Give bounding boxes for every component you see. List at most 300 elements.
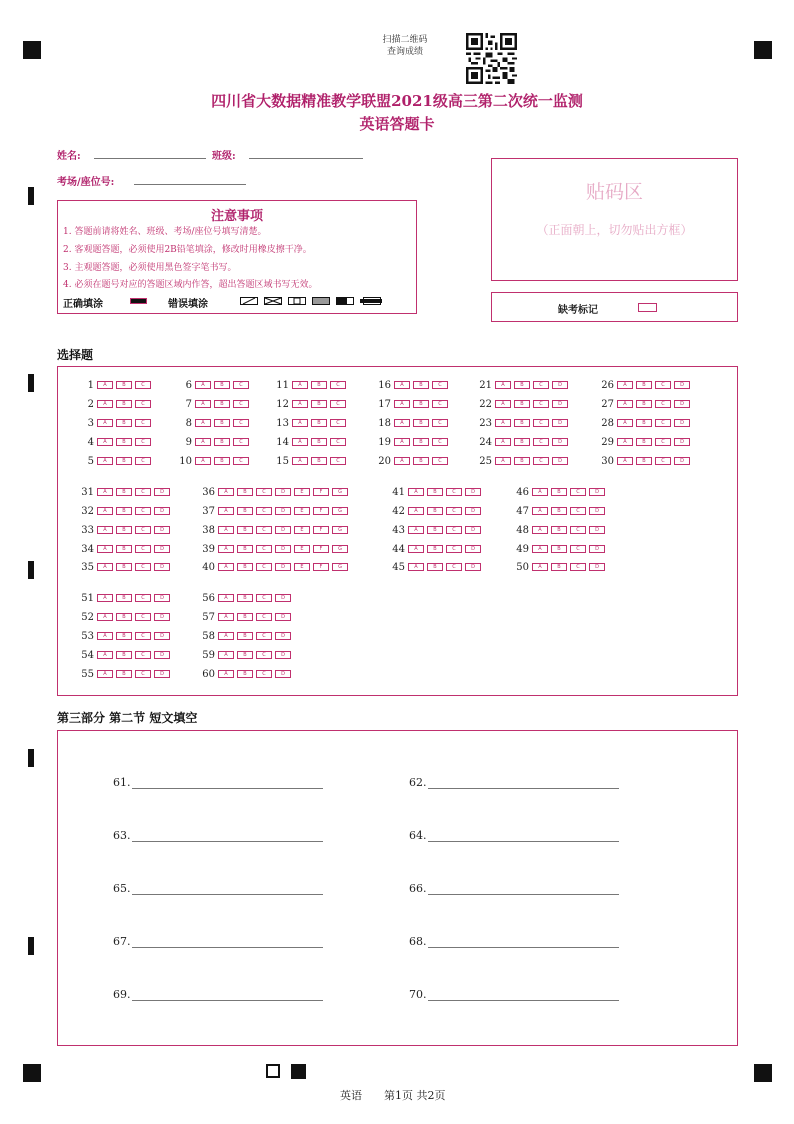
fill-blank-number: 63. bbox=[113, 829, 131, 842]
answer-option-bubble[interactable]: F bbox=[313, 563, 329, 571]
answer-option-bubble[interactable]: D bbox=[275, 594, 291, 602]
fill-blank-line[interactable] bbox=[132, 829, 323, 842]
answer-option-bubble[interactable]: F bbox=[313, 526, 329, 534]
answer-option-bubble[interactable]: A bbox=[532, 526, 548, 534]
answer-option-bubble[interactable]: A bbox=[195, 419, 211, 427]
answer-option-bubble[interactable]: D bbox=[589, 488, 605, 496]
answer-option-bubble[interactable]: C bbox=[330, 400, 346, 408]
absent-mark-checkbox[interactable] bbox=[638, 303, 657, 312]
answer-option-bubble[interactable]: C bbox=[135, 507, 151, 515]
answer-option-bubble[interactable]: B bbox=[116, 488, 132, 496]
answer-option-bubble[interactable]: C bbox=[135, 651, 151, 659]
question-number: 7 bbox=[185, 398, 192, 410]
answer-option-bubble[interactable]: F bbox=[313, 488, 329, 496]
answer-option-bubble[interactable]: B bbox=[427, 488, 443, 496]
answer-option-bubble[interactable]: D bbox=[589, 526, 605, 534]
answer-option-bubble[interactable]: B bbox=[514, 419, 530, 427]
question-row bbox=[273, 398, 349, 410]
name-field[interactable] bbox=[94, 157, 206, 159]
question-number: 55 bbox=[81, 668, 94, 680]
answer-option-bubble[interactable]: B bbox=[237, 613, 253, 621]
answer-option-bubble[interactable]: B bbox=[214, 400, 230, 408]
fill-blank-row bbox=[113, 935, 323, 948]
question-number: 34 bbox=[81, 543, 94, 555]
answer-option-bubble[interactable]: C bbox=[233, 381, 249, 389]
fill-blank-row bbox=[409, 882, 619, 895]
answer-option-bubble[interactable]: C bbox=[432, 438, 448, 446]
answer-option-bubble[interactable]: C bbox=[135, 457, 151, 465]
answer-option-bubble[interactable]: A bbox=[408, 545, 424, 553]
answer-option-bubble[interactable]: A bbox=[532, 488, 548, 496]
answer-option-bubble[interactable]: A bbox=[532, 563, 548, 571]
answer-option-bubble[interactable]: A bbox=[532, 545, 548, 553]
fill-blank-number: 68. bbox=[409, 935, 427, 948]
answer-option-bubble[interactable]: A bbox=[97, 438, 113, 446]
answer-option-bubble[interactable]: A bbox=[97, 545, 113, 553]
answer-option-bubble[interactable]: D bbox=[465, 563, 481, 571]
answer-option-bubble[interactable]: A bbox=[97, 507, 113, 515]
answer-option-bubble[interactable]: B bbox=[116, 507, 132, 515]
fill-blank-line[interactable] bbox=[428, 829, 619, 842]
answer-option-bubble[interactable]: A bbox=[195, 400, 211, 408]
answer-option-bubble[interactable]: B bbox=[551, 526, 567, 534]
answer-option-bubble[interactable]: B bbox=[116, 457, 132, 465]
answer-option-bubble[interactable]: C bbox=[135, 670, 151, 678]
question-row bbox=[273, 379, 349, 391]
answer-option-bubble[interactable]: D bbox=[465, 526, 481, 534]
answer-option-bubble[interactable]: C bbox=[655, 419, 671, 427]
answer-option-bubble[interactable]: C bbox=[570, 488, 586, 496]
answer-option-bubble[interactable]: A bbox=[218, 670, 234, 678]
answer-option-bubble[interactable]: B bbox=[551, 507, 567, 515]
question-row bbox=[476, 379, 571, 391]
answer-option-bubble[interactable]: C bbox=[570, 507, 586, 515]
correct-fill-sample bbox=[130, 298, 147, 304]
fill-blank-line[interactable] bbox=[428, 988, 619, 1001]
answer-option-bubble[interactable]: C bbox=[330, 438, 346, 446]
notice-item: 1. 答题前请将姓名、班级、考场/座位号填写清楚。 bbox=[63, 227, 267, 237]
answer-option-bubble[interactable]: B bbox=[116, 419, 132, 427]
question-number: 28 bbox=[601, 417, 614, 429]
answer-option-bubble[interactable]: B bbox=[413, 457, 429, 465]
answer-option-bubble[interactable]: A bbox=[408, 526, 424, 534]
answer-option-bubble[interactable]: C bbox=[135, 488, 151, 496]
answer-option-bubble[interactable]: A bbox=[617, 457, 633, 465]
answer-option-bubble[interactable]: A bbox=[97, 526, 113, 534]
answer-option-bubble[interactable]: A bbox=[495, 400, 511, 408]
answer-option-bubble[interactable]: A bbox=[97, 651, 113, 659]
question-number: 12 bbox=[276, 398, 289, 410]
answer-option-bubble[interactable]: A bbox=[97, 594, 113, 602]
answer-option-bubble[interactable]: A bbox=[218, 613, 234, 621]
answer-option-bubble[interactable]: B bbox=[116, 670, 132, 678]
question-row bbox=[199, 668, 294, 680]
answer-option-bubble[interactable]: C bbox=[256, 507, 272, 515]
answer-option-bubble[interactable]: A bbox=[617, 400, 633, 408]
answer-option-bubble[interactable]: B bbox=[214, 381, 230, 389]
answer-option-bubble[interactable]: A bbox=[408, 507, 424, 515]
answer-option-bubble[interactable]: A bbox=[617, 381, 633, 389]
fill-blank-line[interactable] bbox=[428, 776, 619, 789]
answer-option-bubble[interactable]: C bbox=[135, 381, 151, 389]
answer-option-bubble[interactable]: G bbox=[332, 526, 348, 534]
answer-option-bubble[interactable]: C bbox=[533, 438, 549, 446]
answer-option-bubble[interactable]: C bbox=[256, 563, 272, 571]
answer-option-bubble[interactable]: A bbox=[97, 457, 113, 465]
fill-blank-row bbox=[409, 988, 619, 1001]
question-row bbox=[389, 543, 484, 555]
answer-option-bubble[interactable]: D bbox=[154, 488, 170, 496]
answer-option-bubble[interactable]: B bbox=[237, 632, 253, 640]
answer-option-bubble[interactable]: C bbox=[233, 438, 249, 446]
answer-option-bubble[interactable]: C bbox=[330, 419, 346, 427]
question-row bbox=[78, 436, 154, 448]
answer-option-bubble[interactable]: C bbox=[135, 632, 151, 640]
answer-option-bubble[interactable]: A bbox=[617, 419, 633, 427]
answer-option-bubble[interactable]: B bbox=[116, 651, 132, 659]
answer-option-bubble[interactable]: C bbox=[135, 594, 151, 602]
answer-option-bubble[interactable]: D bbox=[589, 545, 605, 553]
question-number: 21 bbox=[479, 379, 492, 391]
answer-option-bubble[interactable]: B bbox=[237, 545, 253, 553]
answer-option-bubble[interactable]: D bbox=[552, 419, 568, 427]
answer-option-bubble[interactable]: C bbox=[256, 632, 272, 640]
answer-option-bubble[interactable]: B bbox=[427, 563, 443, 571]
answer-option-bubble[interactable]: C bbox=[533, 419, 549, 427]
answer-option-bubble[interactable]: C bbox=[570, 563, 586, 571]
fill-blank-line[interactable] bbox=[132, 988, 323, 1001]
answer-option-bubble[interactable]: A bbox=[292, 457, 308, 465]
answer-option-bubble[interactable]: B bbox=[214, 438, 230, 446]
answer-option-bubble[interactable]: D bbox=[275, 507, 291, 515]
answer-option-bubble[interactable]: B bbox=[116, 400, 132, 408]
answer-option-bubble[interactable]: A bbox=[495, 419, 511, 427]
fill-blank-line[interactable] bbox=[132, 882, 323, 895]
answer-option-bubble[interactable]: C bbox=[256, 613, 272, 621]
answer-option-bubble[interactable]: B bbox=[427, 526, 443, 534]
answer-option-bubble[interactable]: A bbox=[495, 457, 511, 465]
answer-option-bubble[interactable]: C bbox=[135, 438, 151, 446]
answer-option-bubble[interactable]: B bbox=[514, 438, 530, 446]
answer-option-bubble[interactable]: D bbox=[465, 545, 481, 553]
answer-option-bubble[interactable]: D bbox=[154, 670, 170, 678]
answer-option-bubble[interactable]: B bbox=[413, 438, 429, 446]
answer-option-bubble[interactable]: B bbox=[636, 400, 652, 408]
corner-marker-top-left bbox=[23, 41, 41, 59]
answer-option-bubble[interactable]: B bbox=[427, 507, 443, 515]
question-row bbox=[78, 649, 173, 661]
answer-option-bubble[interactable]: A bbox=[97, 381, 113, 389]
answer-option-bubble[interactable]: D bbox=[275, 670, 291, 678]
answer-option-bubble[interactable]: C bbox=[655, 457, 671, 465]
fill-blank-line[interactable] bbox=[428, 935, 619, 948]
question-row bbox=[199, 561, 351, 573]
answer-option-bubble[interactable]: C bbox=[330, 457, 346, 465]
answer-option-bubble[interactable]: C bbox=[446, 488, 462, 496]
answer-option-bubble[interactable]: C bbox=[135, 545, 151, 553]
question-number: 40 bbox=[202, 561, 215, 573]
question-number: 38 bbox=[202, 524, 215, 536]
answer-option-bubble[interactable]: B bbox=[636, 381, 652, 389]
answer-option-bubble[interactable]: B bbox=[427, 545, 443, 553]
question-number: 4 bbox=[87, 436, 94, 448]
answer-option-bubble[interactable]: A bbox=[408, 488, 424, 496]
answer-option-bubble[interactable]: C bbox=[570, 526, 586, 534]
answer-option-bubble[interactable]: A bbox=[292, 438, 308, 446]
answer-option-bubble[interactable]: D bbox=[465, 507, 481, 515]
answer-option-bubble[interactable]: F bbox=[313, 545, 329, 553]
answer-option-bubble[interactable]: A bbox=[495, 438, 511, 446]
answer-option-bubble[interactable]: C bbox=[533, 381, 549, 389]
answer-option-bubble[interactable]: B bbox=[116, 632, 132, 640]
answer-option-bubble[interactable]: A bbox=[195, 381, 211, 389]
barcode-area[interactable] bbox=[491, 158, 738, 281]
answer-option-bubble[interactable]: D bbox=[154, 632, 170, 640]
class-field[interactable] bbox=[249, 157, 363, 159]
answer-option-bubble[interactable]: D bbox=[154, 651, 170, 659]
question-number: 60 bbox=[202, 668, 215, 680]
answer-option-bubble[interactable]: C bbox=[256, 545, 272, 553]
answer-option-bubble[interactable]: D bbox=[154, 613, 170, 621]
question-row bbox=[513, 543, 608, 555]
answer-option-bubble[interactable]: D bbox=[589, 507, 605, 515]
answer-option-bubble[interactable]: E bbox=[294, 545, 310, 553]
answer-option-bubble[interactable]: B bbox=[311, 381, 327, 389]
fill-blank-line[interactable] bbox=[428, 882, 619, 895]
answer-option-bubble[interactable]: A bbox=[97, 419, 113, 427]
answer-option-bubble[interactable]: C bbox=[256, 526, 272, 534]
answer-option-bubble[interactable]: B bbox=[514, 400, 530, 408]
answer-option-bubble[interactable]: C bbox=[135, 563, 151, 571]
answer-option-bubble[interactable]: B bbox=[413, 400, 429, 408]
answer-option-bubble[interactable]: D bbox=[674, 400, 690, 408]
answer-option-bubble[interactable]: D bbox=[275, 526, 291, 534]
question-number: 36 bbox=[202, 486, 215, 498]
question-number: 49 bbox=[516, 543, 529, 555]
answer-option-bubble[interactable]: B bbox=[636, 438, 652, 446]
answer-option-bubble[interactable]: A bbox=[97, 488, 113, 496]
answer-option-bubble[interactable]: A bbox=[218, 632, 234, 640]
answer-option-bubble[interactable]: B bbox=[514, 381, 530, 389]
answer-option-bubble[interactable]: B bbox=[116, 438, 132, 446]
answer-option-bubble[interactable]: B bbox=[413, 381, 429, 389]
answer-option-bubble[interactable]: D bbox=[552, 438, 568, 446]
answer-option-bubble[interactable]: C bbox=[135, 419, 151, 427]
answer-option-bubble[interactable]: A bbox=[408, 563, 424, 571]
answer-option-bubble[interactable]: C bbox=[432, 381, 448, 389]
answer-option-bubble[interactable]: B bbox=[551, 563, 567, 571]
answer-option-bubble[interactable]: G bbox=[332, 545, 348, 553]
answer-option-bubble[interactable]: D bbox=[674, 419, 690, 427]
answer-option-bubble[interactable]: A bbox=[218, 526, 234, 534]
answer-option-bubble[interactable]: D bbox=[275, 651, 291, 659]
answer-option-bubble[interactable]: B bbox=[636, 457, 652, 465]
answer-option-bubble[interactable]: A bbox=[218, 594, 234, 602]
answer-option-bubble[interactable]: C bbox=[233, 419, 249, 427]
question-number: 15 bbox=[276, 455, 289, 467]
answer-option-bubble[interactable]: B bbox=[116, 594, 132, 602]
answer-option-bubble[interactable]: A bbox=[394, 438, 410, 446]
answer-option-bubble[interactable]: A bbox=[617, 438, 633, 446]
answer-option-bubble[interactable]: D bbox=[674, 457, 690, 465]
answer-option-bubble[interactable]: C bbox=[256, 488, 272, 496]
answer-option-bubble[interactable]: C bbox=[533, 457, 549, 465]
answer-option-bubble[interactable]: B bbox=[636, 419, 652, 427]
page-marker-solid bbox=[291, 1064, 306, 1079]
question-number: 2 bbox=[87, 398, 94, 410]
answer-option-bubble[interactable]: B bbox=[311, 438, 327, 446]
answer-option-bubble[interactable]: A bbox=[97, 613, 113, 621]
answer-option-bubble[interactable]: D bbox=[552, 381, 568, 389]
answer-option-bubble[interactable]: A bbox=[394, 457, 410, 465]
answer-option-bubble[interactable]: A bbox=[292, 381, 308, 389]
answer-option-bubble[interactable]: C bbox=[432, 419, 448, 427]
answer-option-bubble[interactable]: C bbox=[330, 381, 346, 389]
answer-option-bubble[interactable]: F bbox=[313, 507, 329, 515]
question-row bbox=[375, 398, 451, 410]
answer-option-bubble[interactable]: D bbox=[552, 457, 568, 465]
answer-option-bubble[interactable]: D bbox=[275, 563, 291, 571]
answer-option-bubble[interactable]: B bbox=[311, 400, 327, 408]
answer-option-bubble[interactable]: A bbox=[97, 400, 113, 408]
answer-option-bubble[interactable]: B bbox=[116, 526, 132, 534]
answer-option-bubble[interactable]: C bbox=[570, 545, 586, 553]
answer-option-bubble[interactable]: A bbox=[97, 670, 113, 678]
answer-option-bubble[interactable]: C bbox=[432, 457, 448, 465]
fill-blank-line[interactable] bbox=[132, 935, 323, 948]
page-subtitle: 英语答题卡 bbox=[359, 115, 435, 133]
answer-option-bubble[interactable]: D bbox=[275, 613, 291, 621]
answer-option-bubble[interactable]: B bbox=[237, 670, 253, 678]
answer-option-bubble[interactable]: B bbox=[116, 563, 132, 571]
qr-caption bbox=[360, 34, 450, 58]
answer-option-bubble[interactable]: A bbox=[292, 400, 308, 408]
answer-option-bubble[interactable]: B bbox=[237, 507, 253, 515]
question-number: 18 bbox=[378, 417, 391, 429]
answer-option-bubble[interactable]: A bbox=[218, 545, 234, 553]
answer-option-bubble[interactable]: E bbox=[294, 563, 310, 571]
answer-option-bubble[interactable]: A bbox=[195, 438, 211, 446]
answer-option-bubble[interactable]: C bbox=[233, 400, 249, 408]
answer-option-bubble[interactable]: B bbox=[116, 613, 132, 621]
answer-option-bubble[interactable]: D bbox=[154, 594, 170, 602]
answer-option-bubble[interactable]: D bbox=[154, 507, 170, 515]
answer-option-bubble[interactable]: C bbox=[233, 457, 249, 465]
answer-option-bubble[interactable]: C bbox=[655, 381, 671, 389]
answer-option-bubble[interactable]: A bbox=[97, 632, 113, 640]
qr-code-icon[interactable] bbox=[466, 33, 517, 84]
answer-option-bubble[interactable]: B bbox=[116, 381, 132, 389]
answer-option-bubble[interactable]: G bbox=[332, 488, 348, 496]
answer-option-bubble[interactable]: B bbox=[551, 545, 567, 553]
answer-option-bubble[interactable]: B bbox=[311, 457, 327, 465]
answer-option-bubble[interactable]: C bbox=[655, 438, 671, 446]
question-row bbox=[176, 398, 252, 410]
question-number: 41 bbox=[392, 486, 405, 498]
answer-option-bubble[interactable]: A bbox=[97, 563, 113, 571]
answer-option-bubble[interactable]: A bbox=[195, 457, 211, 465]
answer-option-bubble[interactable]: C bbox=[256, 594, 272, 602]
answer-option-bubble[interactable]: D bbox=[275, 632, 291, 640]
answer-option-bubble[interactable]: D bbox=[154, 526, 170, 534]
answer-option-bubble[interactable]: C bbox=[256, 670, 272, 678]
question-row bbox=[199, 486, 351, 498]
answer-option-bubble[interactable]: B bbox=[551, 488, 567, 496]
answer-option-bubble[interactable]: D bbox=[465, 488, 481, 496]
answer-option-bubble[interactable]: A bbox=[532, 507, 548, 515]
timing-mark bbox=[28, 561, 34, 579]
answer-option-bubble[interactable]: B bbox=[514, 457, 530, 465]
answer-option-bubble[interactable]: E bbox=[294, 488, 310, 496]
answer-option-bubble[interactable]: C bbox=[446, 507, 462, 515]
answer-option-bubble[interactable]: B bbox=[214, 419, 230, 427]
answer-option-bubble[interactable]: B bbox=[237, 488, 253, 496]
answer-option-bubble[interactable]: A bbox=[394, 419, 410, 427]
answer-option-bubble[interactable]: C bbox=[533, 400, 549, 408]
question-number: 24 bbox=[479, 436, 492, 448]
answer-option-bubble[interactable]: D bbox=[552, 400, 568, 408]
answer-option-bubble[interactable]: A bbox=[292, 419, 308, 427]
answer-option-bubble[interactable]: B bbox=[237, 526, 253, 534]
question-number: 8 bbox=[185, 417, 192, 429]
answer-option-bubble[interactable]: A bbox=[218, 488, 234, 496]
answer-option-bubble[interactable]: C bbox=[135, 400, 151, 408]
answer-option-bubble[interactable]: A bbox=[394, 381, 410, 389]
answer-option-bubble[interactable]: C bbox=[446, 545, 462, 553]
fill-blank-line[interactable] bbox=[132, 776, 323, 789]
answer-option-bubble[interactable]: B bbox=[237, 594, 253, 602]
answer-option-bubble[interactable]: D bbox=[674, 438, 690, 446]
answer-option-bubble[interactable]: C bbox=[446, 563, 462, 571]
answer-option-bubble[interactable]: B bbox=[214, 457, 230, 465]
question-number: 20 bbox=[378, 455, 391, 467]
question-row bbox=[78, 592, 173, 604]
answer-option-bubble[interactable]: C bbox=[135, 526, 151, 534]
answer-option-bubble[interactable]: A bbox=[218, 563, 234, 571]
answer-option-bubble[interactable]: A bbox=[394, 400, 410, 408]
answer-option-bubble[interactable]: G bbox=[332, 507, 348, 515]
answer-option-bubble[interactable]: E bbox=[294, 507, 310, 515]
answer-option-bubble[interactable]: A bbox=[495, 381, 511, 389]
answer-option-bubble[interactable]: D bbox=[674, 381, 690, 389]
answer-option-bubble[interactable]: B bbox=[311, 419, 327, 427]
question-number: 25 bbox=[479, 455, 492, 467]
answer-option-bubble[interactable]: C bbox=[432, 400, 448, 408]
answer-option-bubble[interactable]: E bbox=[294, 526, 310, 534]
notice-item: 3. 主观题答题，必须使用黑色签字笔书写。 bbox=[63, 263, 237, 273]
answer-option-bubble[interactable]: G bbox=[332, 563, 348, 571]
answer-option-bubble[interactable]: D bbox=[275, 488, 291, 496]
answer-option-bubble[interactable]: D bbox=[154, 563, 170, 571]
answer-option-bubble[interactable]: D bbox=[275, 545, 291, 553]
answer-option-bubble[interactable]: C bbox=[256, 651, 272, 659]
answer-option-bubble[interactable]: C bbox=[446, 526, 462, 534]
answer-option-bubble[interactable]: B bbox=[116, 545, 132, 553]
answer-option-bubble[interactable]: A bbox=[218, 651, 234, 659]
answer-option-bubble[interactable]: D bbox=[589, 563, 605, 571]
answer-option-bubble[interactable]: A bbox=[218, 507, 234, 515]
answer-option-bubble[interactable]: C bbox=[655, 400, 671, 408]
question-number: 22 bbox=[479, 398, 492, 410]
answer-option-bubble[interactable]: B bbox=[237, 651, 253, 659]
question-number: 16 bbox=[378, 379, 391, 391]
answer-option-bubble[interactable]: B bbox=[237, 563, 253, 571]
answer-option-bubble[interactable]: C bbox=[135, 613, 151, 621]
answer-option-bubble[interactable]: D bbox=[154, 545, 170, 553]
answer-option-bubble[interactable]: B bbox=[413, 419, 429, 427]
question-number: 11 bbox=[276, 379, 289, 391]
seat-field[interactable] bbox=[134, 183, 246, 185]
